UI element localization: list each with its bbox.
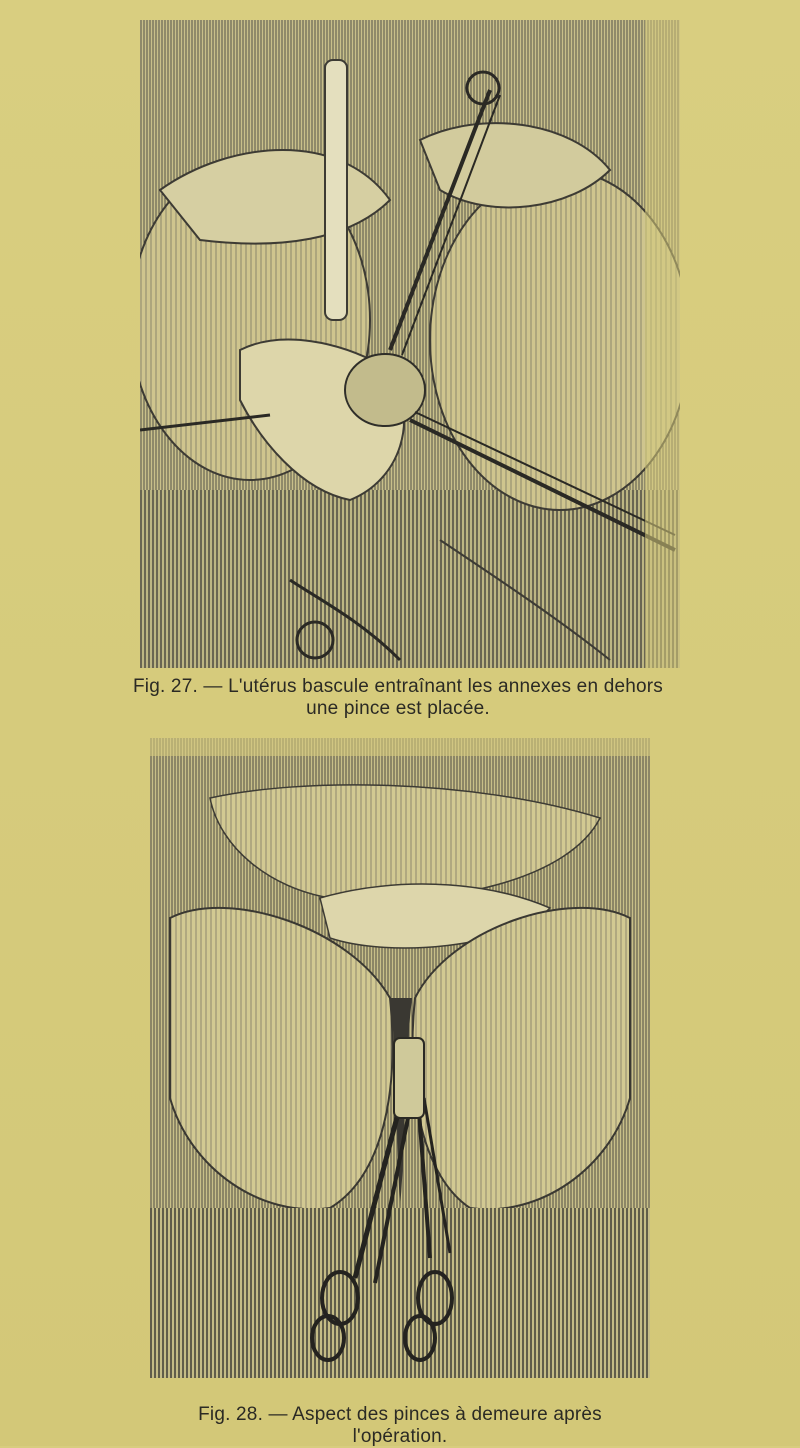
figure-27-illustration — [140, 20, 680, 668]
figure-27-caption-line2: une pince est placée. — [306, 698, 490, 719]
figure-28-caption-line1: Fig. 28. — Aspect des pinces à demeure après l'opération. — [198, 1404, 602, 1447]
figure-28-illustration — [150, 738, 650, 1378]
figure-28-caption — [150, 1404, 650, 1448]
figure-28-engraving — [150, 738, 650, 1378]
figure-27-caption-line1: Fig. 27. — L'utérus bascule entraînant les annexes en dehors — [132, 676, 663, 697]
figure-27-engraving — [140, 20, 680, 668]
figure-27-caption — [128, 676, 668, 720]
